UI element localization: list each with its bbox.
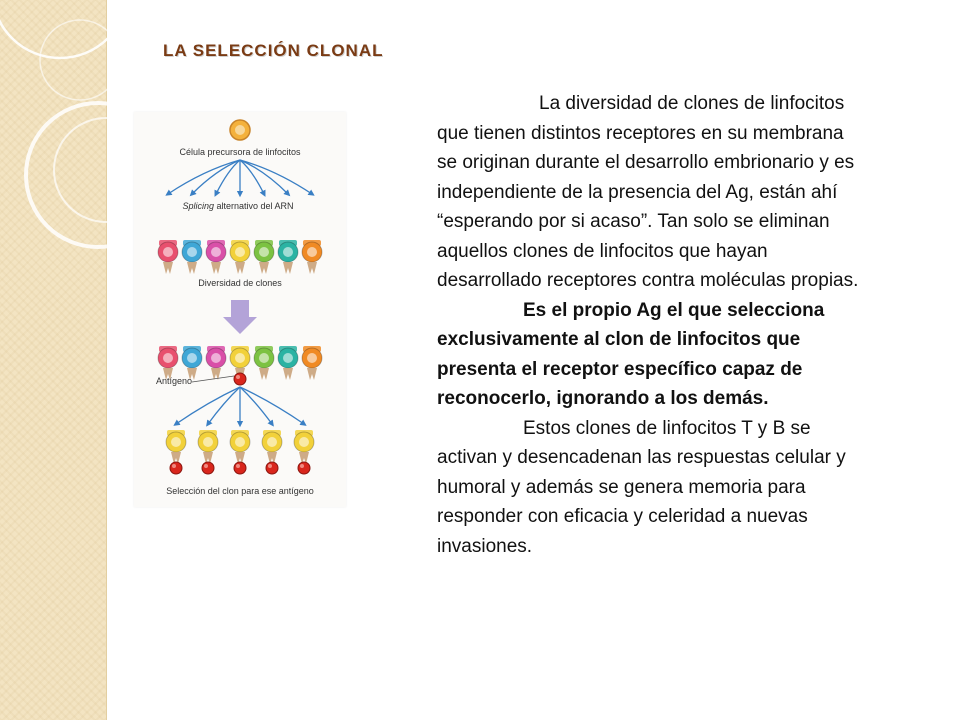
paragraph-antigen-selection: Es el propio Ag el que selecciona exclusivamente al clon de linfocitos que presenta el receptor específico capaz de reconocerlo, ignorando a los demás. (437, 299, 825, 409)
lymphocyte-clone (254, 240, 274, 274)
bound-antigen (266, 462, 278, 474)
clonal-selection-diagram (134, 112, 346, 507)
slide-title: LA SELECCIÓN CLONAL (163, 41, 384, 60)
selected-clone (198, 430, 218, 464)
splicing-arrow (216, 160, 240, 194)
slide-body (437, 89, 867, 561)
selected-clone (262, 430, 282, 464)
bound-antigen (170, 462, 182, 474)
lymphocyte-clone (182, 346, 202, 380)
expansion-arrow (240, 387, 304, 424)
splicing-arrow (192, 160, 240, 194)
lymphocyte-clone (278, 240, 298, 274)
bound-antigen (298, 462, 310, 474)
decorative-side-strip (0, 0, 107, 720)
lymphocyte-clone (158, 346, 178, 380)
expansion-arrow (208, 387, 240, 424)
selection-arrow (223, 300, 257, 334)
selected-clone (294, 430, 314, 464)
lymphocyte-clone (206, 346, 226, 380)
lymphocyte-clone (158, 240, 178, 274)
diversity-label: Diversidad de clones (198, 278, 282, 288)
lymphocyte-clone (206, 240, 226, 274)
bound-antigen (234, 462, 246, 474)
selected-clone-row (166, 430, 314, 474)
antigen-ball (234, 373, 246, 385)
antigen-label: Antígeno (156, 376, 193, 386)
lymphocyte-clone (302, 346, 322, 380)
selection-label: Selección del clon para ese antígeno (166, 486, 314, 496)
splicing-label: Splicing alternativo del ARN (182, 201, 294, 211)
selected-clone (230, 430, 250, 464)
splicing-arrow (240, 160, 264, 194)
expansion-arrows (176, 387, 304, 424)
expansion-arrow (176, 387, 240, 424)
bound-antigen (202, 462, 214, 474)
paragraph-diversity: La diversidad de clones de linfocitos que tienen distintos receptores en su membrana se originan durante el desarrollo embrionario y es independiente de la presencia del Ag, están ahí “esperando por si acaso”. Tan solo se eliminan aquellos clones de linfocitos que hayan desarrollado receptores contra moléculas propias. (437, 93, 859, 291)
lymphocyte-clone (182, 240, 202, 274)
paragraph-activation: Estos clones de linfocitos T y B se activan y desencadenan las respuestas celular y humoral y además se genera memoria para responder con eficacia y celeridad a nuevas invasiones. (437, 417, 846, 557)
selected-clone (166, 430, 186, 464)
splicing-arrows (168, 160, 312, 194)
clone-diversity-row (158, 240, 322, 274)
lymphocyte-clone (278, 346, 298, 380)
lymphocyte-clone (230, 240, 250, 274)
lymphocyte-clone (302, 240, 322, 274)
splicing-arrow (240, 160, 288, 194)
precursor-label: Célula precursora de linfocitos (179, 147, 301, 157)
lymphocyte-clone (254, 346, 274, 380)
expansion-arrow (240, 387, 272, 424)
